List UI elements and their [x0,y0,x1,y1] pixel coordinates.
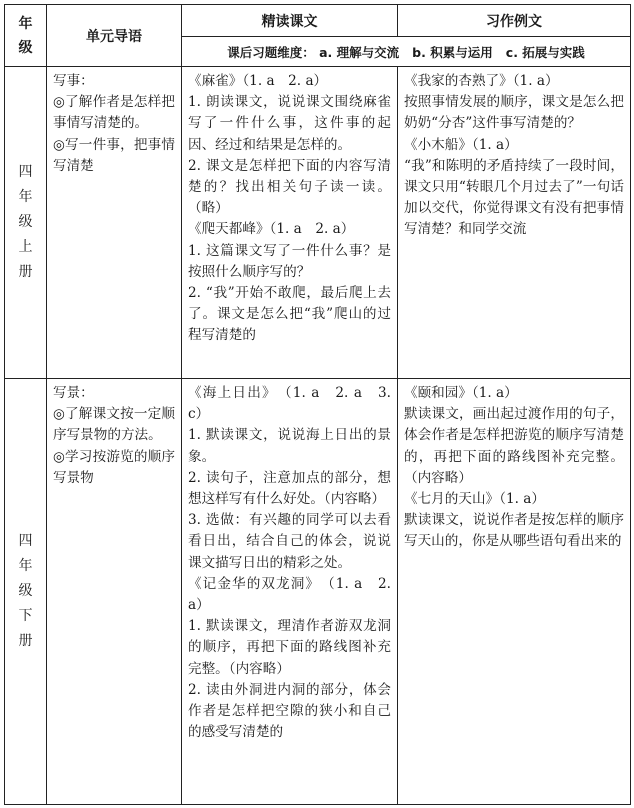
reading-line: 3. 选做：有兴趣的同学可以去看看日出，结合自己的体会，说说课文描写日出的精彩之处。 [188,512,391,571]
unit-cell [47,67,182,379]
unit-line: 写景： [53,385,94,401]
header-grade [5,5,47,67]
reading-line: 2. 课文是怎样把下面的内容写清楚的？找出相关句子读一读。（略） [188,157,391,217]
dimension-b: b. 积累与运用 [412,44,493,60]
writing-line: 《小木船》（1. a） [404,136,518,153]
unit-cell [47,379,182,805]
writing-line: 《我家的杏熟了》（1. a） [404,73,559,89]
curriculum-table [4,4,631,805]
dimension-legend [182,37,631,67]
reading-line: 《记金华的双龙洞》 （1. a 2. a） [188,575,391,614]
grade-label: 四 年 级 上 册 [18,164,33,280]
writing-cell [398,379,631,805]
reading-line: 2. “我”开始不敢爬，最后爬上去了。课文是怎么把“我”爬山的过程写清楚的 [188,285,391,344]
reading-line: 2. 读句子，注意加点的部分，想想这样写有什么好处。（内容略） [188,469,391,508]
table-row [5,67,631,379]
reading-line: 《麻雀》（1. a 2. a） [188,73,328,89]
writing-line: 默读课文，说说作者是按怎样的顺序写天山的，你是从哪些语句看出来的 [404,512,624,550]
unit-line: ◎写一件事，把事情写清楚 [53,136,175,174]
reading-line: 1. 朗读课文，说说课文围绕麻雀写了一件什么事，这件事的起因、经过和结果是怎样的。 [188,94,391,153]
dimension-prefix: 课后习题维度： [227,44,315,60]
grade-cell [5,67,47,379]
header-row [5,5,631,37]
unit-line: ◎学习按游览的顺序写景物 [53,448,175,486]
header-grade-text: 年 级 [18,15,33,56]
table-row [5,379,631,805]
reading-line: 1. 这篇课文写了一件什么事？是按照什么顺序写的？ [188,242,391,280]
unit-line: 写事： [53,73,94,89]
writing-line: 《七月的天山》（1. a） [404,491,545,508]
unit-line: ◎了解课文按一定顺序写景物的方法。 [53,406,175,444]
grade-label: 四 年 级 下 册 [18,533,33,649]
reading-line: 1. 默读课文，说说海上日出的景象。 [188,427,391,465]
reading-cell [182,379,398,805]
dimension-a: a. 理解与交流 [319,44,400,60]
writing-cell [398,67,631,379]
header-unit: 单元导语 [47,5,182,67]
reading-line: 《海上日出》 （1. a 2. a 3. c） [188,385,391,423]
grade-cell [5,379,47,805]
writing-line: 默读课文，画出起过渡作用的句子，体会作者是怎样把游览的顺序写清楚的，再把下面的路线图补充完整。（内容略） [404,406,624,486]
writing-line: “我”和陈明的矛盾持续了一段时间，课文只用“转眼几个月过去了”一句话加以交代，你觉得课文有没有把事情写清楚？和同学交流 [404,157,624,238]
writing-line: 按照事情发展的顺序，课文是怎么把奶奶“分杏”这件事写清楚的？ [404,94,624,132]
writing-line: 《颐和园》（1. a） [404,385,518,401]
dimension-c: c. 拓展与实践 [505,44,585,60]
unit-line: ◎了解作者是怎样把事情写清楚的。 [53,94,175,132]
reading-line: 1. 默读课文，理清作者游双龙洞的顺序，再把下面的路线图补充完整。（内容略） [188,618,391,677]
reading-line: 《爬天都峰》（1. a 2. a） [188,221,355,238]
header-writing: 习作例文 [398,5,631,37]
header-reading: 精读课文 [182,5,398,37]
reading-line: 2. 读由外洞进内洞的部分，体会作者是怎样把空隙的狭小和自己的感受写清楚的 [188,681,391,741]
reading-cell [182,67,398,379]
